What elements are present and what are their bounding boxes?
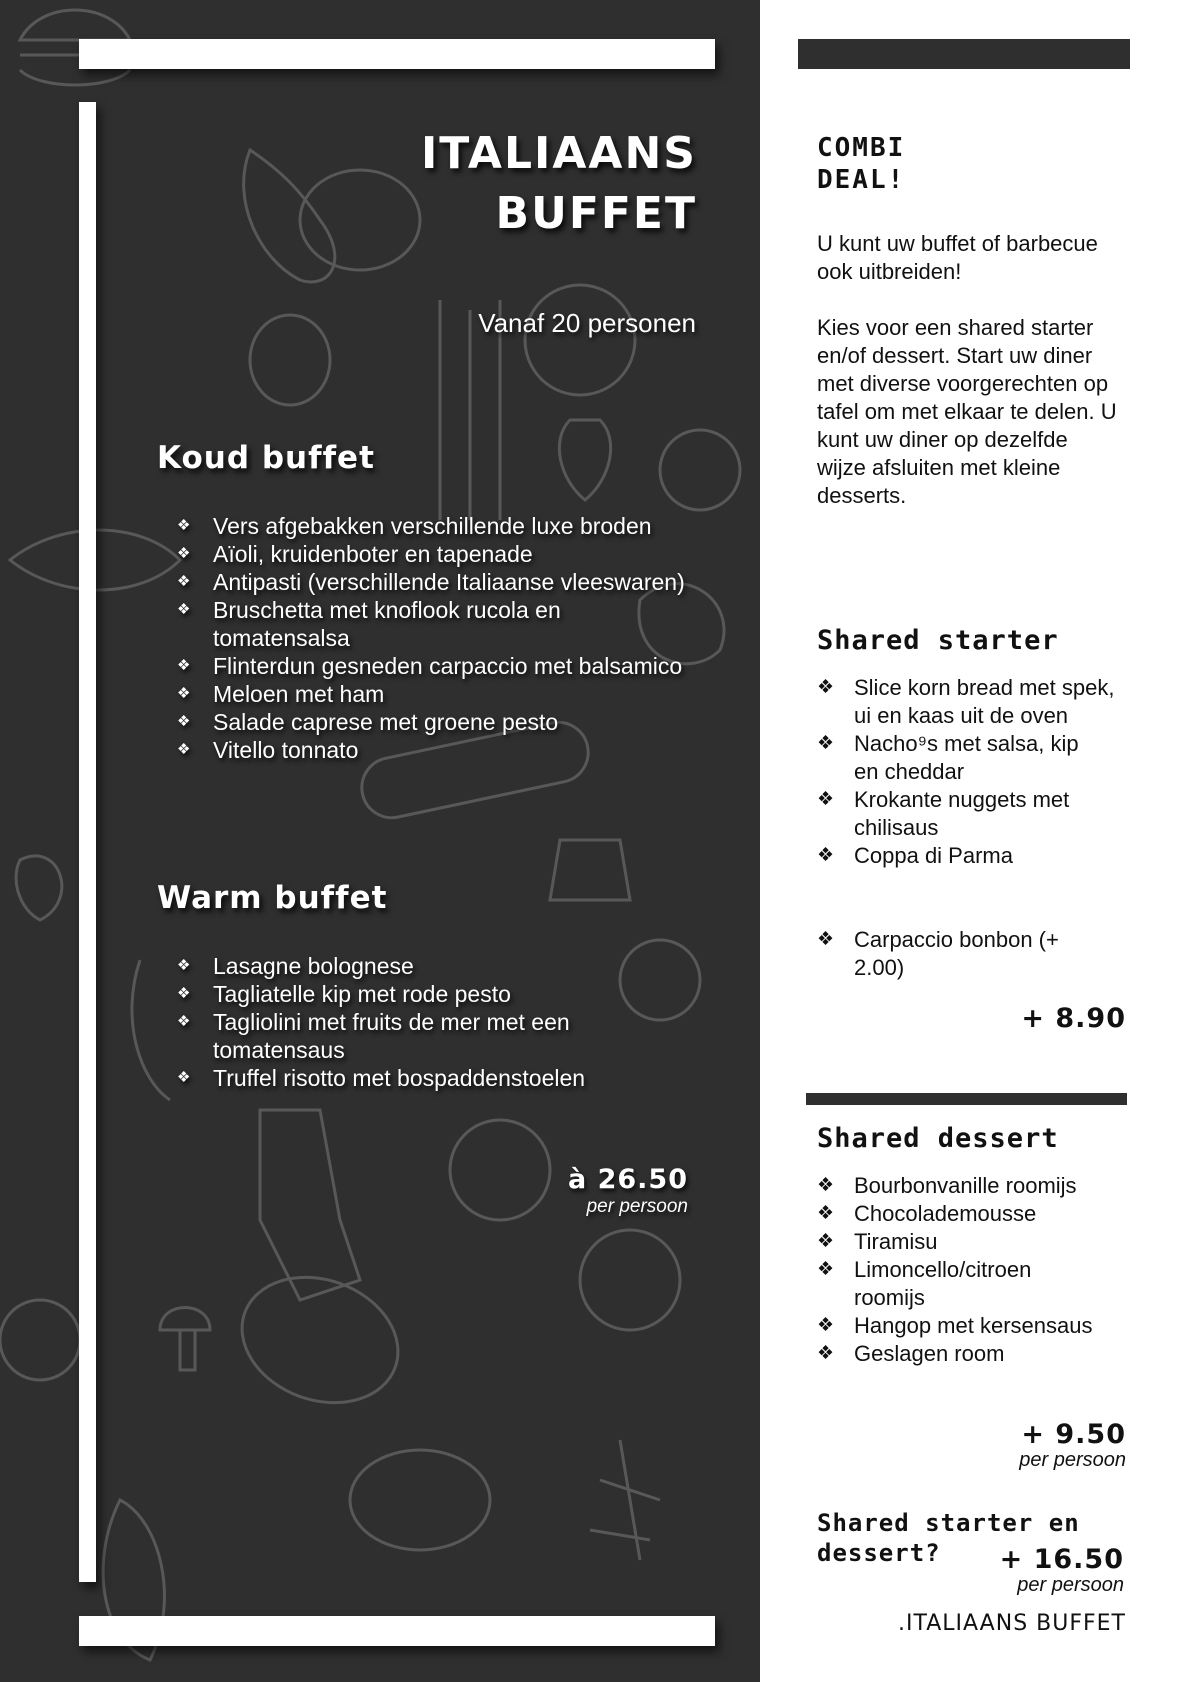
herb-doodle xyxy=(590,1440,660,1560)
tomato-doodle-top xyxy=(660,430,740,510)
list-item: ❖ Lasagne bolognese xyxy=(177,952,717,980)
right-decorative-bar xyxy=(798,39,1130,69)
list-item: ❖ Geslagen room xyxy=(817,1340,1117,1368)
shrimp-doodle xyxy=(16,856,62,920)
list-item: ❖ Vitello tonnato xyxy=(177,736,717,764)
list-item: ❖ Krokante nuggets met chilisaus xyxy=(817,786,1117,842)
list-item: ❖ Chocolademousse xyxy=(817,1200,1117,1228)
list-item: ❖ Hangop met kersensaus xyxy=(817,1312,1117,1340)
combo-price xyxy=(1000,1545,1124,1595)
pepper-doodle xyxy=(132,960,170,1100)
list-item: ❖ Antipasti (verschillende Italiaanse vleeswaren) xyxy=(177,568,717,596)
strawberry-doodle xyxy=(559,420,610,500)
list-item: ❖ Vers afgebakken verschillende luxe broden xyxy=(177,512,717,540)
koud-buffet-heading: Koud buffet xyxy=(157,440,375,476)
intro-paragraph-2: Kies voor een shared starter en/of dessert. Start uw diner met diverse voorgerechten op tafel om met elkaar te delen. U kunt uw diner op dezelfde wijze afsluiten met kleine desserts. xyxy=(817,315,1117,508)
cabbage-doodle xyxy=(525,285,635,395)
list-item: ❖ Aïoli, kruidenboter en tapenade xyxy=(177,540,717,568)
list-item: ❖ Truffel risotto met bospaddenstoelen xyxy=(177,1064,717,1092)
apple-doodle xyxy=(0,1300,80,1380)
page-title xyxy=(300,124,697,244)
onion-doodle xyxy=(580,1230,680,1330)
list-item: ❖ Slice korn bread met spek, ui en kaas uit de oven xyxy=(817,674,1117,730)
combo-price-note: per persoon xyxy=(1017,1574,1124,1596)
shared-starter-price xyxy=(1021,1004,1126,1034)
title-line-2: BUFFET xyxy=(495,188,697,239)
list-item: ❖ Nacho⁹s met salsa, kip en cheddar xyxy=(817,730,1104,786)
list-item: ❖ Bourbonvanille roomijs xyxy=(817,1172,1117,1200)
list-item: ❖ Tiramisu xyxy=(817,1228,1117,1256)
shared-dessert-list xyxy=(817,1172,1117,1368)
decorative-bar-vertical xyxy=(79,102,96,1582)
combi-line-2: DEAL! xyxy=(817,165,906,195)
list-item: ❖ Flinterdun gesneden carpaccio met balsamico xyxy=(177,652,717,680)
shared-starter-list xyxy=(817,674,1117,870)
footer-label: .ITALIAANS BUFFET xyxy=(898,1611,1126,1636)
shared-dessert-price-note: per persoon xyxy=(1019,1449,1126,1471)
cheese-doodle xyxy=(350,1450,490,1550)
garlic-doodle xyxy=(250,315,330,405)
list-item: ❖ Bruschetta met knoflook rucola en tomatensalsa xyxy=(177,596,593,652)
shared-dessert-price xyxy=(1019,1420,1126,1470)
decorative-bar-bottom xyxy=(79,1616,715,1646)
shared-starter-price-amount: + 8.90 xyxy=(1021,1003,1126,1034)
title-line-1: ITALIAANS xyxy=(420,128,697,179)
shared-starter-extra-list xyxy=(817,926,1067,982)
shared-dessert-price-amount: + 9.50 xyxy=(1021,1419,1126,1450)
list-item: ❖ Salade caprese met groene pesto xyxy=(177,708,717,736)
buffet-price-note: per persoon xyxy=(586,1196,688,1217)
intro-paragraph-1: U kunt uw buffet of barbecue ook uitbreiden! xyxy=(817,231,1098,284)
pepper-mill-doodle xyxy=(260,1110,360,1300)
list-item: ❖ Coppa di Parma xyxy=(817,842,1117,870)
list-item: ❖ Limoncello/citroen roomijs xyxy=(817,1256,1094,1312)
shared-dessert-heading: Shared dessert xyxy=(817,1123,1059,1154)
decorative-bar-top xyxy=(79,39,715,69)
list-item: ❖ Tagliolini met fruits de mer met een tomatensaus xyxy=(177,1008,613,1064)
combi-deal-heading xyxy=(817,132,905,196)
list-item: ❖ Carpaccio bonbon (+ 2.00) xyxy=(817,926,1067,982)
list-item: ❖ Tagliatelle kip met rode pesto xyxy=(177,980,717,1008)
section-divider xyxy=(806,1093,1127,1105)
list-item: ❖ Meloen met ham xyxy=(177,680,717,708)
bread-doodle xyxy=(224,1256,415,1423)
mushroom-doodle xyxy=(160,1308,210,1371)
warm-buffet-heading: Warm buffet xyxy=(157,880,388,916)
combo-heading: Shared starter en dessert? xyxy=(817,1509,1080,1567)
salt-shaker-doodle xyxy=(550,840,630,900)
koud-buffet-list xyxy=(177,512,717,764)
combi-line-1: COMBI xyxy=(817,133,906,163)
shared-starter-heading: Shared starter xyxy=(817,625,1059,656)
buffet-price-amount: à 26.50 xyxy=(567,1164,688,1195)
combo-price-amount: + 16.50 xyxy=(999,1544,1124,1575)
warm-buffet-list xyxy=(177,952,717,1092)
min-persons-note: Vanaf 20 personen xyxy=(478,308,696,338)
buffet-price xyxy=(480,1164,688,1218)
